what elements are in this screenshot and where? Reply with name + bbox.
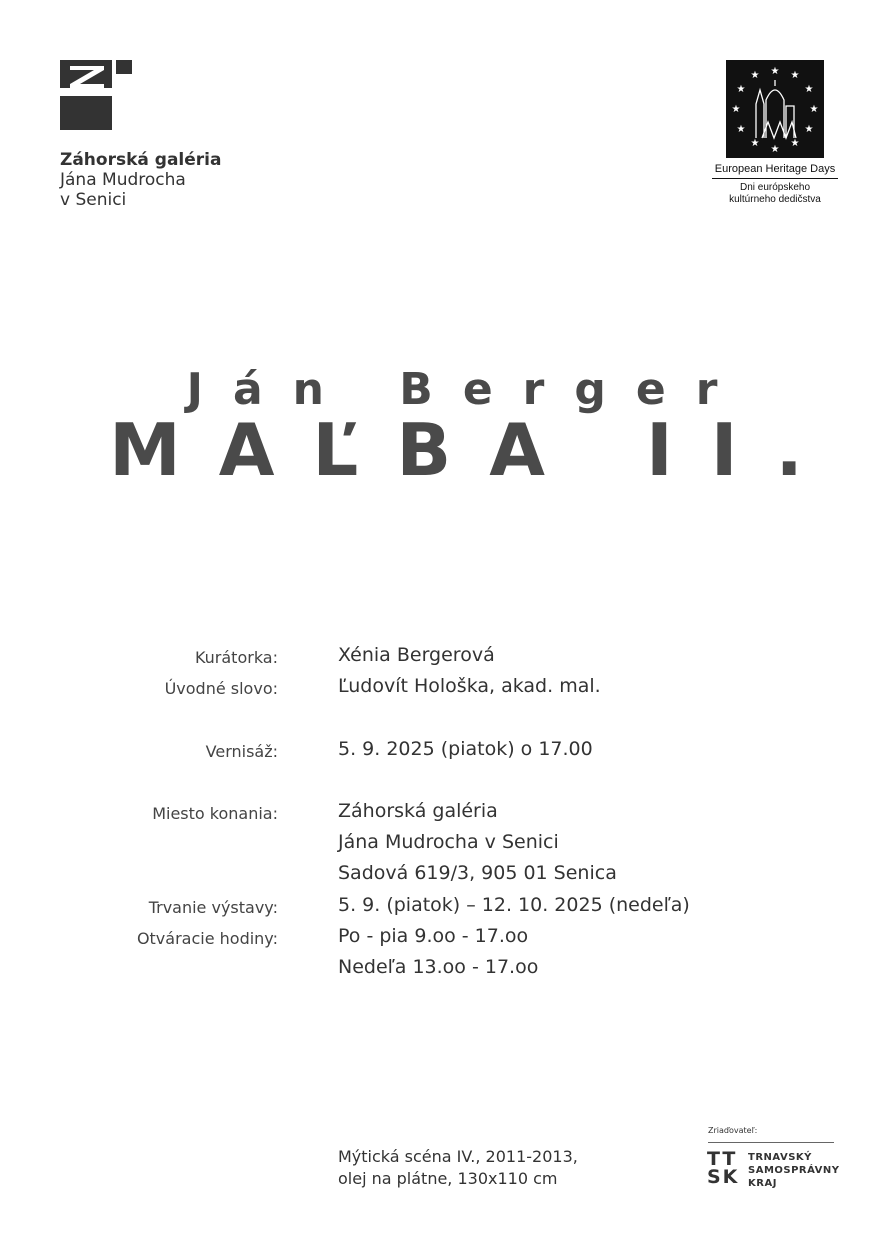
duration-value: 5. 9. (piatok) – 12. 10. 2025 (nedeľa) <box>338 894 690 916</box>
curator-label: Kurátorka: <box>194 648 278 667</box>
venue-label: Miesto konania: <box>152 804 278 823</box>
intro-label: Úvodné slovo: <box>164 679 278 698</box>
svg-text:★: ★ <box>750 138 760 149</box>
svg-text:★: ★ <box>736 124 746 135</box>
svg-text:★: ★ <box>804 84 814 95</box>
heritage-days-logo-icon <box>726 60 824 158</box>
svg-text:★: ★ <box>770 144 780 155</box>
svg-text:★: ★ <box>731 104 741 115</box>
svg-text:★: ★ <box>736 84 746 95</box>
heritage-title-sk-1: Dni európskeho <box>739 182 811 193</box>
ttsk-mark-line1: TT <box>707 1148 738 1170</box>
artist-name: Ján Berger <box>186 364 748 415</box>
intro-value: Ľudovít Hološka, akad. mal. <box>338 675 601 697</box>
caption-line2: olej na plátne, 130x110 cm <box>338 1169 558 1188</box>
heritage-days-text <box>712 162 838 206</box>
svg-text:★: ★ <box>790 138 800 149</box>
founder-label: Zriaďovateľ: <box>708 1126 758 1135</box>
curator-value: Xénia Bergerová <box>338 644 495 666</box>
founder-divider <box>708 1142 834 1143</box>
artwork-caption <box>338 1146 578 1190</box>
svg-text:★: ★ <box>809 104 819 115</box>
founder-name-line2: SAMOSPRÁVNY <box>748 1165 840 1176</box>
founder-name-line1: TRNAVSKÝ <box>748 1152 812 1163</box>
founder-name-line3: KRAJ <box>748 1178 777 1189</box>
founder-name <box>748 1151 840 1190</box>
opening-label: Vernisáž: <box>205 742 278 761</box>
heritage-title-sk-2: kultúrneho dedičstva <box>729 194 821 205</box>
gallery-name <box>60 150 221 210</box>
svg-text:★: ★ <box>804 124 814 135</box>
ttsk-logo-icon <box>707 1150 739 1186</box>
hours-value-1: Po - pia 9.oo - 17.oo <box>338 925 529 947</box>
svg-text:★: ★ <box>770 66 780 77</box>
svg-text:★: ★ <box>790 70 800 81</box>
opening-value: 5. 9. 2025 (piatok) o 17.00 <box>338 738 593 760</box>
venue-value-3: Sadová 619/3, 905 01 Senica <box>338 862 617 884</box>
gallery-name-line3: v Senici <box>60 190 127 210</box>
venue-value-1: Záhorská galéria <box>338 800 498 822</box>
gallery-name-line2: Jána Mudrocha <box>60 170 186 190</box>
gallery-name-line1: Záhorská galéria <box>60 150 222 170</box>
exhibition-title: MAĽBA II. <box>109 408 841 492</box>
duration-label: Trvanie výstavy: <box>148 898 278 917</box>
gallery-logo-icon <box>60 60 132 130</box>
svg-text:★: ★ <box>750 70 760 81</box>
caption-line1: Mýtická scéna IV., 2011-2013, <box>338 1147 578 1166</box>
heritage-title-en: European Heritage Days <box>712 162 838 179</box>
hours-value-2: Nedeľa 13.oo - 17.oo <box>338 956 539 978</box>
venue-value-2: Jána Mudrocha v Senici <box>338 831 559 853</box>
ttsk-mark-line2: SK <box>707 1166 740 1188</box>
hours-label: Otváracie hodiny: <box>136 929 278 948</box>
